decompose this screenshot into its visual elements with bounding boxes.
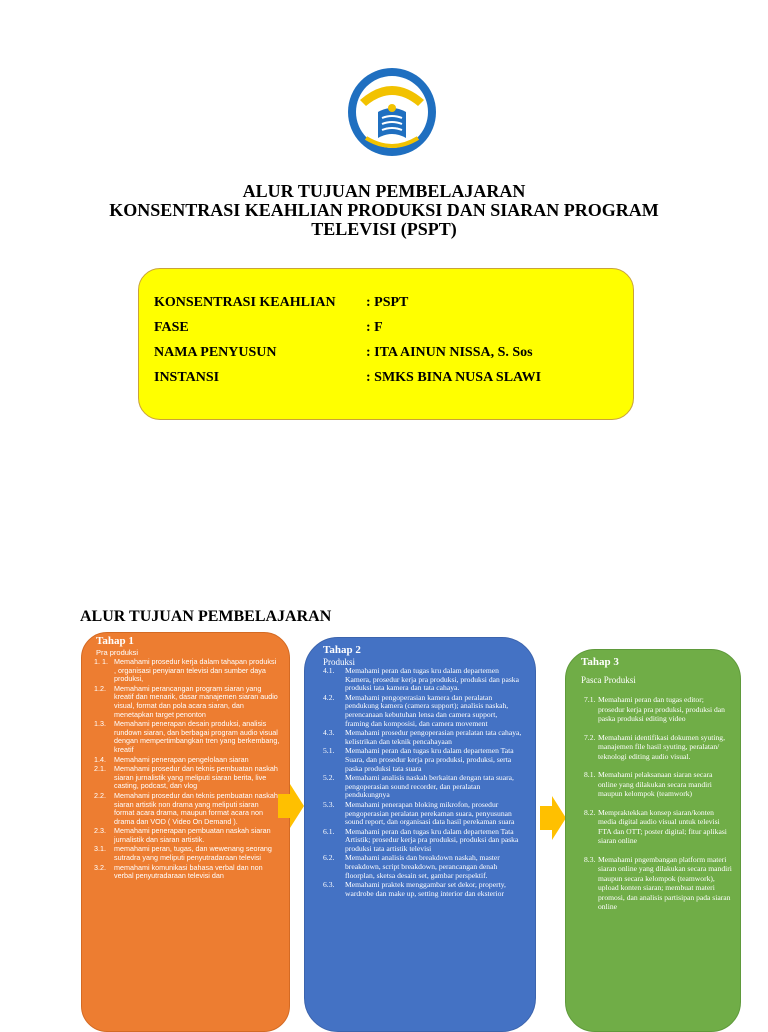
- item-text: Memahami prosedur kerja dalam tahapan produksi , organisasi penyiaran televisi dan sumber daya produksi,: [114, 657, 277, 684]
- stage-subtitle: Pasca Produksi: [581, 675, 636, 685]
- section-title: ALUR TUJUAN PEMBELAJARAN: [80, 608, 332, 625]
- stage-title: Tahap 1: [96, 635, 134, 647]
- item-text: Memahami penerapan bloking mikrofon, prosedur pengoperasian peralatan perekaman suara, penyusunan sound report, dan organisasi data hasil perekaman suara: [345, 799, 515, 827]
- item-text: Memahami praktek menggambar set dekor, property, wardrobe dan make up, setting interior dan eksterior: [345, 880, 506, 898]
- list-item: [323, 881, 523, 898]
- item-text: Memahami penerapan pengelolaan siaran: [114, 754, 249, 764]
- item-text: Memahami analisis dan breakdown naskah, master breakdown, script breakdown, perancangan denah floorplan, sketsa desain set, gambar perspektif.: [345, 853, 500, 880]
- item-text: Memahami prosedur dan teknis pembuatan naskah siaran artistik non drama yang meliputi siaran format acara drama, maupun format acara non drama dan VOD ( Video On Demand ).: [114, 790, 278, 826]
- item-text: Memahami analisis naskah berkaitan dengan tata suara, pengoperasian sound recorder, dan peralatan pendukungnya: [345, 773, 514, 800]
- item-number: 3.2.: [94, 862, 106, 872]
- item-number: 1. 1.: [94, 657, 108, 666]
- document-title: [0, 182, 768, 239]
- item-number: 2.1.: [94, 764, 106, 774]
- item-text: Memahami pelaksanaan siaran secara online yang dilakukan secara mandiri maupun kelompok (teamwork): [598, 770, 713, 798]
- item-number: 4.3.: [323, 728, 335, 738]
- list-item: [90, 827, 280, 844]
- item-number: 1.4.: [94, 754, 106, 764]
- list-item: [323, 828, 523, 854]
- item-number: 7.1.: [584, 695, 596, 704]
- title-line-3: TELEVISI (PSPT): [311, 219, 457, 239]
- item-number: 6.3.: [323, 880, 335, 890]
- item-text: Memahami prosedur pengoperasian peralatan tata cahaya, kelistrikan dan teknik pencahayaan: [345, 728, 522, 746]
- stage-items: [90, 658, 280, 882]
- stage-items: [584, 695, 732, 921]
- list-item: [323, 694, 523, 728]
- list-item: [90, 792, 280, 826]
- item-number: 5.1.: [323, 746, 335, 756]
- item-number: 2.3.: [94, 826, 106, 836]
- stage-title: Tahap 2: [323, 644, 361, 656]
- item-number: 5.3.: [323, 799, 335, 809]
- list-item: [90, 845, 280, 862]
- item-number: 8.1.: [584, 770, 596, 779]
- info-label: NAMA PENYUSUN: [154, 345, 277, 360]
- info-label: FASE: [154, 320, 189, 335]
- item-text: Memahami perancangan program siaran yang kreatif dan menarik, dasar manajemen siaran audio visual, format dan pola acara siaran, dan menetapkan target penonton: [114, 683, 278, 719]
- stage-card-2: [304, 637, 536, 1032]
- stage-subtitle: Produksi: [323, 657, 356, 667]
- list-item: [323, 801, 523, 827]
- item-number: 4.2.: [323, 692, 335, 702]
- item-text: Memahami penerapan desain produksi, analisis rundown siaran, dan berbagai program audio visual dengan mempertimbangkan tren yang berkembang, kreatif: [114, 719, 280, 754]
- item-number: 1.2.: [94, 683, 106, 693]
- item-number: 2.2.: [94, 790, 106, 800]
- info-value: : ITA AINUN NISSA, S. Sos: [366, 345, 533, 360]
- list-item: [90, 864, 280, 881]
- item-text: Memahami peran dan tugas editor; prosedur kerja pra produksi, produksi dan paska produksi editing video: [598, 695, 725, 723]
- right-arrow-icon: [278, 784, 304, 828]
- list-item: [90, 658, 280, 684]
- identity-info-box: [138, 268, 634, 420]
- item-number: 6.1.: [323, 826, 335, 836]
- item-text: Memahami peran dan tugas kru dalam departemen Tata Artistik; prosedur kerja pra produksi, produksi dan paska produksi tata artistik televisi: [345, 826, 519, 853]
- list-item: [584, 808, 732, 846]
- item-text: memahami peran, tugas, dan wewenang seorang sutradra yang meliputi penyutradaraan televisi: [114, 844, 272, 863]
- item-number: 6.2.: [323, 853, 335, 863]
- stage-items: [323, 667, 523, 899]
- item-number: 8.2.: [584, 807, 596, 817]
- info-value: : F: [366, 320, 383, 335]
- stage-card-3: [565, 649, 741, 1032]
- item-number: 8.3.: [584, 854, 596, 864]
- stage-title: Tahap 3: [581, 656, 619, 668]
- right-arrow-icon: [540, 796, 566, 840]
- list-item: [323, 854, 523, 880]
- info-value: : SMKS BINA NUSA SLAWI: [366, 370, 542, 385]
- item-number: 3.1.: [94, 844, 106, 854]
- stage-card-1: [81, 632, 290, 1032]
- info-row-fase: [154, 320, 383, 336]
- tut-wuri-handayani-logo: [346, 64, 438, 160]
- item-text: Mempraktekkan konsep siaran/konten media digital audio visual untuk televisi FTA dan OTT; poster digital; fitur aplikasi siaran online: [598, 807, 727, 845]
- title-line-1: ALUR TUJUAN PEMBELAJARAN: [242, 181, 526, 201]
- info-row-nama-penyusun: [154, 345, 533, 361]
- item-text: Memahami penerapan pembuatan naskah siaran jurnalistik dan siaran artistik.: [114, 826, 271, 844]
- item-text: Memahami prosedur dan teknis pembuatan naskah siaran jurnalistik yang meliputi siaran berita, live casting, podcast, dan vlog: [114, 764, 278, 791]
- list-item: [584, 733, 732, 762]
- item-text: memahami komunikasi bahasa verbal dan non verbal penyutradaraan televisi dan: [114, 862, 263, 881]
- title-line-2: KONSENTRASI KEAHLIAN PRODUKSI DAN SIARAN PROGRAM: [109, 200, 659, 220]
- list-item: [323, 774, 523, 800]
- item-number: 4.1.: [323, 666, 335, 675]
- list-item: [90, 765, 280, 791]
- list-item: [323, 667, 523, 693]
- item-text: Memahami identifikasi dokumen syuting, manajemen file hasil syuting, peralatan/ teknologi editing audio visual.: [598, 732, 725, 761]
- info-row-instansi: [154, 370, 542, 386]
- stage-subtitle: Pra produksi: [96, 648, 139, 657]
- item-number: 7.2.: [584, 732, 596, 742]
- list-item: [584, 855, 732, 912]
- item-number: 5.2.: [323, 773, 335, 783]
- list-item: [323, 729, 523, 746]
- item-text: Memahami pengoperasian kamera dan peralatan pendukung kamera (camera support); analisis naskah, perencanaan kebutuhan lensa dan camera support, framing dan komposisi, dan camera movement: [345, 692, 509, 728]
- info-label: INSTANSI: [154, 370, 220, 385]
- info-row-konsentrasi: [154, 295, 409, 311]
- info-value: : PSPT: [366, 295, 409, 310]
- list-item: [323, 747, 523, 773]
- info-label: KONSENTRASI KEAHLIAN: [154, 295, 336, 310]
- list-item: [90, 756, 280, 765]
- list-item: [584, 695, 732, 724]
- item-text: Memahami pngembangan platform materi siaran online yang dilakukan secara mandiri maupun secara kelompok (teamwork), upload konten siaran; membuat materi promosi, dan analisis partisipan pada siaran online: [598, 854, 732, 911]
- item-text: Memahami peran dan tugas kru dalam departemen Kamera, prosedur kerja pra produksi, produksi dan paska produksi tata kamera dan tata cahaya.: [345, 666, 519, 693]
- list-item: [584, 770, 732, 799]
- list-item: [90, 720, 280, 754]
- item-text: Memahami peran dan tugas kru dalam departemen Tata Suara, dan prosedur kerja pra produksi, produksi, serta paska produksi tata suara: [345, 746, 514, 773]
- item-number: 1.3.: [94, 719, 106, 729]
- list-item: [90, 685, 280, 719]
